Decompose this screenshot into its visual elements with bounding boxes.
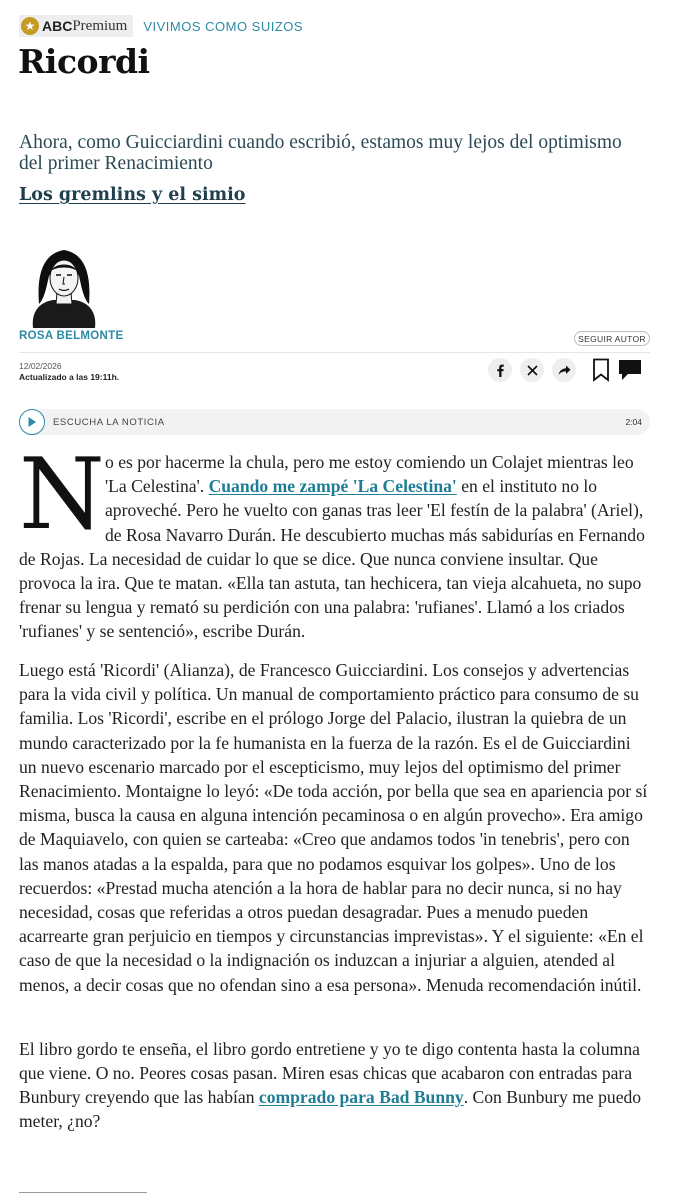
share-button[interactable] <box>552 358 576 382</box>
paragraph: Luego está 'Ricordi' (Alianza), de Francesco Guicciardini. Los consejos y advertencias para la vida civil y política. Un manual de comportamiento práctico para consumo de su familia. Los 'Ricordi', escribe en el prólogo Jorge del Palacio, ilustran la quiebra de un mundo caracterizado por la fe humanista en la fuerza de la razón. Es el de Guicciardini un nuevo escenario marcado por el escepticismo, muy lejos del optimismo del primer Renacimiento. Montaigne lo leyó: «De toda acción, por bella que sea en apariencia por sí misma, busca la causa en alguna intención pecaminosa o en algún provecho». Era amigo de Maquiavelo, con quien se carteaba: «Creo que andamos todos 'in tenebris', pero con las manos atadas a la espalda, para que no podamos esquivar los golpes». Uno de los recuerdos: «Prestad mucha atención a la hora de hablar para no decir nunca, si no hay necesidad, cosas que referidas a otros puedan desagradar. Pues a menudo pueden acarrearte gran perjuicio en tiempos y circunstancias imprevistas». Y el siguiente: «En el caso de que la necesidad o la indignación os induzcan a injuriar a alguien, atended al menos, a decir cosas que no ofendan sino a esa persona». Menuda recomendación inútil. <box>19 660 648 995</box>
x-share-button[interactable] <box>520 358 544 382</box>
facebook-icon <box>495 364 505 377</box>
section-link[interactable]: VIVIMOS COMO SUIZOS <box>143 18 304 34</box>
audio-duration: 2:04 <box>625 417 642 427</box>
brand-bar <box>19 15 303 37</box>
paragraph <box>19 1037 651 1134</box>
drop-cap: N <box>19 438 105 552</box>
paragraph-text: El libro gordo te enseña, el libro gordo entretiene y yo te digo contenta hasta la columna que viene. O no. Peores cosas pasan. Miren esas chicas que acabaron con entradas para Bunbury creyendo que las habían <box>19 1038 640 1108</box>
abc-premium-logo[interactable] <box>19 15 133 37</box>
page-title: Ricordi <box>18 42 150 81</box>
article-body <box>19 438 651 1134</box>
logo-abc-text: ABC <box>42 18 73 34</box>
paragraph-text: o es por hacerme la chula, pero me estoy comiendo un Colajet mientras leo 'La Celestina'. <box>105 452 634 497</box>
author-name[interactable]: ROSA BELMONTE <box>19 330 124 342</box>
publish-date: 12/02/2026 <box>19 361 62 371</box>
logo-premium-text: Premium <box>72 17 128 34</box>
x-icon <box>527 365 538 376</box>
facebook-share-button[interactable] <box>488 358 512 382</box>
follow-author-button[interactable]: SEGUIR AUTOR <box>574 331 650 346</box>
comment-icon[interactable] <box>617 358 643 382</box>
celestina-link[interactable]: Cuando me zampé 'La Celestina' <box>208 476 457 497</box>
paragraph <box>19 438 651 642</box>
share-icon <box>558 365 571 376</box>
audio-label: ESCUCHA LA NOTICIA <box>53 416 165 428</box>
paragraph-text: . Con Bunbury me puedo meter, ¿no? <box>19 1087 642 1132</box>
updated-time: Actualizado a las 19:11h. <box>19 372 120 382</box>
bookmark-icon[interactable] <box>592 358 610 382</box>
article-subtitle: Ahora, como Guicciardini cuando escribió, estamos muy lejos del optimismo del primer Renacimiento <box>19 132 622 174</box>
star-icon: ★ <box>21 17 39 35</box>
play-icon <box>27 413 37 432</box>
divider <box>19 352 650 353</box>
audio-player <box>19 409 650 435</box>
related-article-link[interactable]: Los gremlins y el simio <box>19 185 246 205</box>
author-avatar[interactable] <box>19 244 109 328</box>
bad-bunny-link[interactable]: comprado para Bad Bunny <box>258 1087 464 1108</box>
paragraph-text: en el instituto no lo aproveché. Pero he vuelto con ganas tras leer 'El festín de la palabra' (Ariel), de Rosa Navarro Durán. He descubierto muchas más sabidurías en Fernando de Rojas. La necesidad de cuidar lo que se dice. Que nunca conviene insultar. Que provoca la ira. Que te matan. «Ella tan astuta, tan hechicera, tan vieja alcahueta, no supo frenar su lengua y remató su perdición con una palabra: 'rufianes'. Llamó a los criados 'rufianes' y se sentenció», escribe Durán. <box>19 476 645 642</box>
divider <box>19 1192 147 1193</box>
play-button[interactable] <box>19 409 45 435</box>
